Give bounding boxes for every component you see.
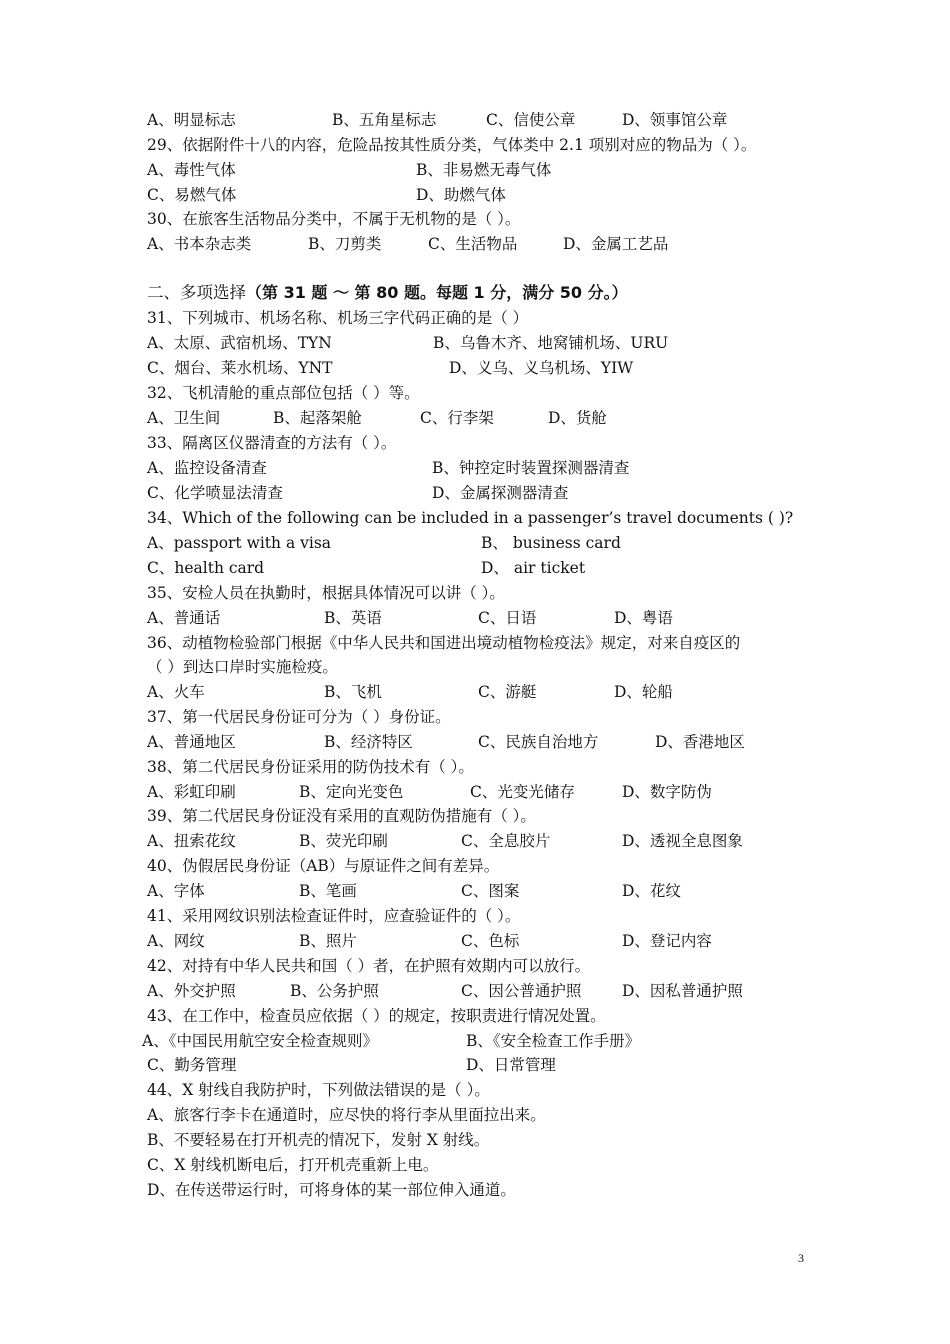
line-text: （ ）到达口岸时实施检疫。 bbox=[147, 658, 338, 676]
line-text: 41、采用网纹识别法检查证件时，应查验证件的（ ）。 bbox=[147, 907, 521, 925]
answer-option: C、烟台、莱水机场、YNT bbox=[147, 359, 333, 377]
answer-option: B、飞机 bbox=[324, 683, 382, 701]
page-number: 3 bbox=[798, 1251, 804, 1265]
answer-option: D、 air ticket bbox=[481, 559, 586, 577]
answer-option: B、钟控定时装置探测器清查 bbox=[432, 459, 630, 477]
answer-option: A、普通话 bbox=[147, 609, 221, 627]
answer-option: B、五角星标志 bbox=[332, 111, 437, 129]
answer-option: D、香港地区 bbox=[655, 733, 745, 751]
line-text: 37、第一代居民身份证可分为（ ）身份证。 bbox=[147, 708, 451, 726]
answer-option: B、起落架舱 bbox=[273, 409, 362, 427]
answer-option: B、定向光变色 bbox=[299, 783, 404, 801]
answer-option: B、 business card bbox=[481, 534, 621, 552]
answer-option: C、图案 bbox=[461, 882, 520, 900]
answer-option: D、领事馆公章 bbox=[622, 111, 728, 129]
answer-option: B、荧光印刷 bbox=[299, 832, 388, 850]
answer-option: D、金属探测器清查 bbox=[432, 484, 569, 502]
line-text: 31、下列城市、机场名称、机场三字代码正确的是（ ） bbox=[147, 309, 529, 327]
section-heading-title: 二、多项选择 bbox=[147, 283, 246, 302]
line-text: 29、依据附件十八的内容，危险品按其性质分类，气体类中 2.1 项别对应的物品为（ ）。 bbox=[147, 136, 757, 154]
section-heading-note: （第 31 题 ～ 第 80 题。每题 1 分，满分 50 分。） bbox=[246, 283, 628, 302]
line-text: 33、隔离区仪器清查的方法有（ ）。 bbox=[147, 434, 397, 452]
answer-option: D、花纹 bbox=[622, 882, 681, 900]
answer-option: B、笔画 bbox=[299, 882, 357, 900]
answer-option: B、刀剪类 bbox=[308, 235, 382, 253]
answer-option: C、日语 bbox=[478, 609, 537, 627]
answer-option: A、毒性气体 bbox=[147, 161, 236, 179]
answer-option: C、因公普通护照 bbox=[461, 982, 582, 1000]
line-text: 43、在工作中，检查员应依据（ ）的规定，按职责进行情况处置。 bbox=[147, 1007, 606, 1025]
answer-option: A、监控设备清查 bbox=[147, 459, 267, 477]
answer-option: C、信使公章 bbox=[486, 111, 576, 129]
line-text: 42、对持有中华人民共和国（ ）者，在护照有效期内可以放行。 bbox=[147, 957, 591, 975]
answer-option: A、书本杂志类 bbox=[147, 235, 252, 253]
line-text: 32、飞机清舱的重点部位包括（ ）等。 bbox=[147, 384, 420, 402]
answer-option: D、数字防伪 bbox=[622, 783, 712, 801]
answer-option: A、卫生间 bbox=[147, 409, 221, 427]
line-text: 40、伪假居民身份证（AB）与原证件之间有差异。 bbox=[147, 857, 500, 875]
answer-option: D、日常管理 bbox=[466, 1056, 556, 1074]
answer-option: D、因私普通护照 bbox=[622, 982, 743, 1000]
answer-option: D、义乌、义乌机场、YIW bbox=[449, 359, 634, 377]
answer-option: D、货舱 bbox=[548, 409, 607, 427]
answer-option: C、全息胶片 bbox=[461, 832, 551, 850]
answer-option: C、易燃气体 bbox=[147, 186, 237, 204]
answer-option: A、火车 bbox=[147, 683, 205, 701]
answer-option: C、生活物品 bbox=[428, 235, 518, 253]
line-text: 30、在旅客生活物品分类中，不属于无机物的是（ ）。 bbox=[147, 210, 521, 228]
answer-option: A、passport with a visa bbox=[147, 534, 332, 552]
answer-option: D、透视全息图象 bbox=[622, 832, 743, 850]
answer-option: D、粤语 bbox=[614, 609, 673, 627]
line-text: 34、Which of the following can be included in a passenger’s travel documents ( )? bbox=[147, 509, 794, 527]
answer-option: C、色标 bbox=[461, 932, 520, 950]
line-text: B、不要轻易在打开机壳的情况下，发射 X 射线。 bbox=[147, 1131, 490, 1149]
answer-option: C、民族自治地方 bbox=[478, 733, 599, 751]
line-text: 44、X 射线自我防护时，下列做法错误的是（ ）。 bbox=[147, 1081, 490, 1099]
line-text: A、旅客行李卡在通道时，应尽快的将行李从里面拉出来。 bbox=[147, 1106, 546, 1124]
line-text: 39、第二代居民身份证没有采用的直观防伪措施有（ ）。 bbox=[147, 807, 536, 825]
answer-option: D、金属工艺品 bbox=[563, 235, 669, 253]
answer-option: A、明显标志 bbox=[147, 111, 236, 129]
answer-option: B、英语 bbox=[324, 609, 382, 627]
answer-option: C、行李架 bbox=[420, 409, 494, 427]
answer-option: A、扭索花纹 bbox=[147, 832, 236, 850]
answer-option: C、化学喷显法清查 bbox=[147, 484, 283, 502]
answer-option: C、勤务管理 bbox=[147, 1056, 237, 1074]
answer-option: B、《安全检查工作手册》 bbox=[466, 1032, 641, 1050]
line-text: 36、动植物检验部门根据《中华人民共和国进出境动植物检疫法》规定，对来自疫区的 bbox=[147, 634, 741, 652]
answer-option: D、登记内容 bbox=[622, 932, 712, 950]
line-text: D、在传送带运行时，可将身体的某一部位伸入通道。 bbox=[147, 1181, 516, 1199]
line-text: 35、安检人员在执勤时，根据具体情况可以讲（ ）。 bbox=[147, 584, 505, 602]
answer-option: C、游艇 bbox=[478, 683, 537, 701]
answer-option: A、太原、武宿机场、TYN bbox=[147, 334, 332, 352]
answer-option: A、《中国民用航空安全检查规则》 bbox=[142, 1032, 378, 1050]
answer-option: B、经济特区 bbox=[324, 733, 413, 751]
answer-option: B、乌鲁木齐、地窝铺机场、URU bbox=[433, 334, 669, 352]
answer-option: C、光变光储存 bbox=[470, 783, 575, 801]
answer-option: A、普通地区 bbox=[147, 733, 236, 751]
answer-option: B、非易燃无毒气体 bbox=[416, 161, 552, 179]
answer-option: D、助燃气体 bbox=[416, 186, 506, 204]
answer-option: C、health card bbox=[147, 559, 265, 577]
answer-option: A、字体 bbox=[147, 882, 205, 900]
answer-option: A、彩虹印刷 bbox=[147, 783, 236, 801]
answer-option: A、网纹 bbox=[147, 932, 205, 950]
answer-option: B、照片 bbox=[299, 932, 357, 950]
answer-option: D、轮船 bbox=[614, 683, 673, 701]
line-text: C、X 射线机断电后，打开机壳重新上电。 bbox=[147, 1156, 439, 1174]
answer-option: A、外交护照 bbox=[147, 982, 236, 1000]
answer-option: B、公务护照 bbox=[290, 982, 379, 1000]
line-text: 38、第二代居民身份证采用的防伪技术有（ ）。 bbox=[147, 758, 474, 776]
